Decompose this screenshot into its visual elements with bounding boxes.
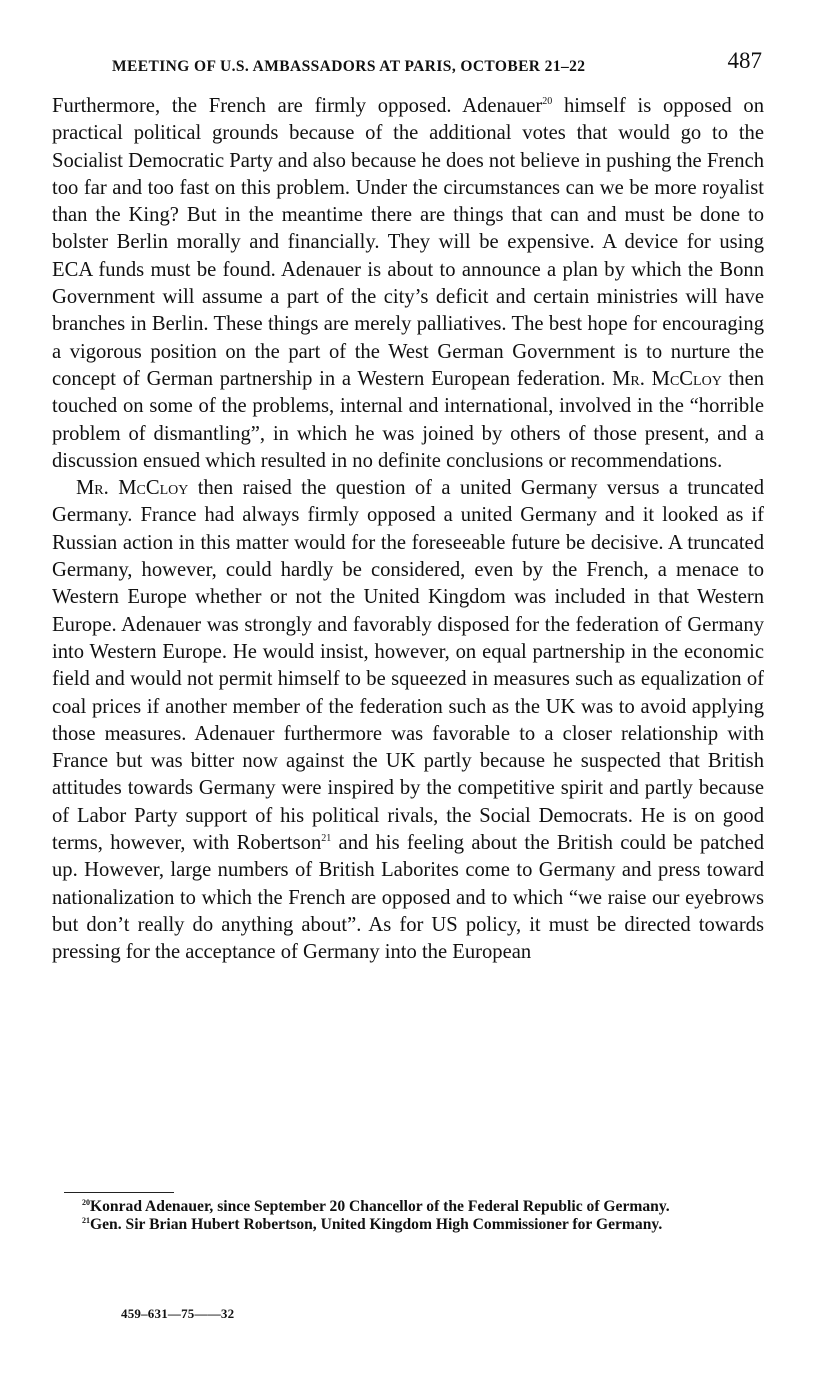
footnote-reference: 20: [542, 96, 553, 107]
footnote-reference: 21: [321, 833, 332, 845]
footnote: [66, 1216, 772, 1234]
footnote-marker: 20: [82, 1198, 90, 1207]
footnote-marker: 21: [82, 1215, 90, 1225]
print-code: 459–631—75——32: [121, 1306, 235, 1321]
paragraph: [52, 93, 764, 475]
page-header: [112, 46, 762, 80]
footnote-divider: [64, 1192, 174, 1193]
speaker-name: Mr. McCloy: [76, 477, 189, 500]
footnote-text: Konrad Adenauer, since September 20 Chancellor of the Federal Republic of Germany.: [90, 1198, 670, 1215]
text-run: himself is opposed on practical political grounds because of the additional votes that would go to the Socialist Democratic Party and also because he does not believe in pushing the French too far and too fast on this problem. Under the circumstances can we be more royalist than the King? But in the meantime there are things that can and must be done to bolster Berlin morally and financially. They will be expensive. A device for using ECA funds must be found. Adenauer is about to announce a plan by which the Bonn Government will assume a part of the city’s deficit and certain ministries will have branches in Berlin. These things are merely palliatives. The best hope for encouraging a vigorous position on the part of the West German Government is to nurture the concept of German partnership in a Western European federation.: [52, 95, 765, 390]
speaker-name: Mr. McCloy: [612, 367, 722, 390]
footnote-text: Gen. Sir Brian Hubert Robertson, United Kingdom High Commissioner for Germany.: [90, 1215, 663, 1233]
page-number: 487: [727, 48, 762, 73]
text-run: and his feeling about the British could be patched up. However, large numbers of British Laborites come to Germany and press toward nationalization to which the French are opposed and to which “we raise our eyebrows but don’t really do anything about”. As for US policy, it must be directed towards pressing for the acceptance of Germany into the European: [52, 832, 765, 964]
paragraph: [52, 475, 764, 966]
body-text: [52, 93, 764, 967]
text-run: then touched on some of the problems, internal and international, involved in the “horrible problem of dismantling”, in which he was joined by others of those present, and a discussion ensued which resulted in no definite conclusions or recommendations.: [52, 367, 765, 472]
footnotes: [66, 1198, 772, 1233]
footnote: [66, 1198, 772, 1216]
text-run: Furthermore, the French are firmly opposed. Adenauer: [52, 95, 543, 117]
running-head: MEETING OF U.S. AMBASSADORS AT PARIS, OCTOBER 21–22: [112, 58, 586, 75]
text-run: then raised the question of a united Germany versus a truncated Germany. France had always firmly opposed a united Germany and it looked as if Russian action in this matter would for the foreseeable future be decisive. A truncated Germany, however, could hardly be considered, even by the French, a menace to Western Europe whether or not the United Kingdom was included in that Western Europe. Adenauer was strongly and favorably disposed for the federation of Germany into Western Europe. He would insist, however, on equal partnership in the economic field and would not permit himself to be squeezed in measures such as equalization of coal prices if another member of the federation such as the UK was to avoid applying those measures. Adenauer furthermore was favorable to a closer relationship with France but was bitter now against the UK partly because he suspected that British attitudes towards Germany were inspired by the competitive spirit and partly because of Labor Party support of his political rivals, the Social Democrats. He is on good terms, however, with Robertson: [52, 477, 764, 855]
